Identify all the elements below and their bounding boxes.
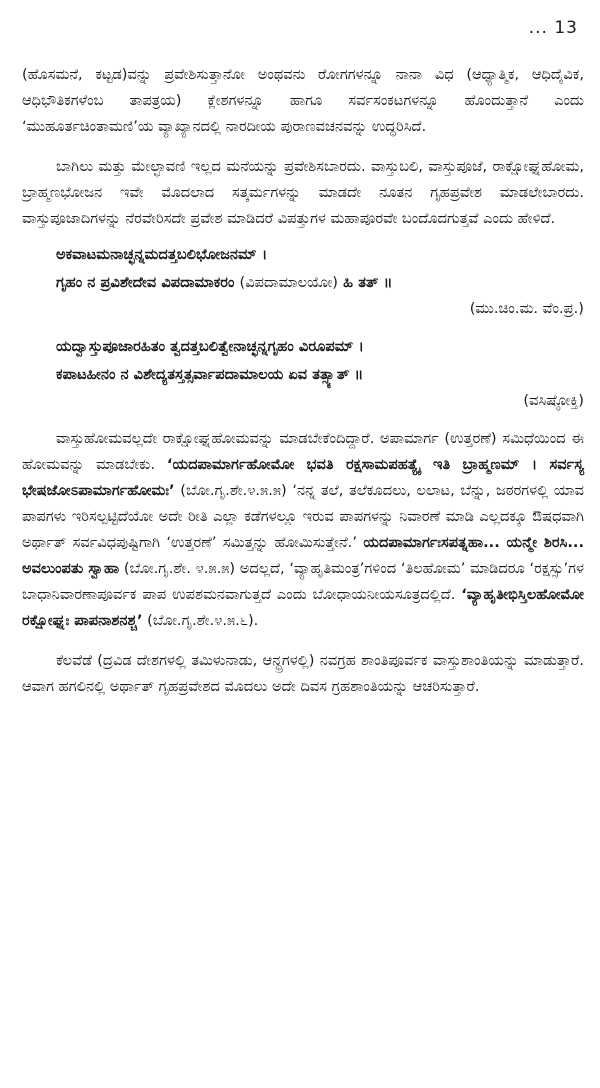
verse-block-1: [22, 242, 584, 322]
paragraph-3-quote-1: ‘ಯದಪಾಮಾರ್ಗಹೋಮೋ ಭವತಿ ರಕ್ಷಸಾಮಪಹತ್ಯೈ ಇತಿ ಬ್ರಾಹ್ಮಣಮ್ । ಸರ್ವಸ್ಯ ಭೇಷಜೋಽಪಾಮಾರ್ಗಹೋಮಃ’: [22, 456, 585, 499]
verse-2-line-2: ಕಪಾಟಹೀನಂ ನ ವಿಶೇದ್ಯತಸ್ತತ್ಸರ್ವಾಪದಾಮಾಲಯ ಏವ ತತ್ಸ್ಯಾತ್ ॥: [56, 366, 364, 383]
page-number: ... 13: [528, 18, 578, 38]
verse-2-line-1: ಯದ್ವಾಸ್ತುಪೂಜಾರಹಿತಂ ತ್ವದತ್ತಬಲಿತ್ವೇನಾಚ್ಛನ್ನಗೃಹಂ ವಿರೂಪಮ್ ।: [56, 338, 364, 355]
paragraph-2: ಬಾಗಿಲು ಮತ್ತು ಮೇಲ್ಛಾವಣಿ ಇಲ್ಲದ ಮನೆಯನ್ನು ಪ್ರವೇಶಿಸಬಾರದು. ವಾಸ್ತುಬಲಿ, ವಾಸ್ತುಪೂಜೆ, ರಾಕ್ಷೋಘ್ನಹೋಮ, ಬ್ರಾಹ್ಮಣಭೋಜನ ಇವೇ ಮೊದಲಾದ ಸತ್ಕರ್ಮಗಳನ್ನು ಮಾಡದೇ ನೂತನ ಗೃಹಪ್ರವೇಶ ಮಾಡಲೇಬಾರದು. ವಾಸ್ತುಪೂಜಾದಿಗಳನ್ನು ನೆರವೇರಿಸದೇ ಪ್ರವೇಶ ಮಾಡಿದರೆ ವಿಪತ್ತುಗಳ ಮಹಾಪೂರವೇ ಬಂದೊದಗುತ್ತವೆ ಎಂದು ಹೇಳಿದೆ.: [22, 158, 584, 227]
verse-2-source: (ವಸಿಷ್ಠೋಕ್ತಿ): [523, 392, 584, 409]
paragraph-1: (ಹೊಸಮನೆ, ಕಟ್ಟಡ)ವನ್ನು ಪ್ರವೇಶಿಸುತ್ತಾನೋ ಅಂಥವನು ರೋಗಗಳನ್ನೂ ನಾನಾ ವಿಧ (ಆಧ್ಯಾತ್ಮಿಕ, ಆಧಿದೈವಿಕ, ಆಧಿಭೌತಿಕಗಳೆಂಬ ತಾಪತ್ರಯ) ಕ್ಲೇಶಗಳನ್ನೂ ಹಾಗೂ ಸರ್ವಸಂಕಟಗಳನ್ನೂ ಹೊಂದುತ್ತಾನೆ ಎಂದು ‘ಮುಹೂರ್ತಚಿಂತಾಮಣಿ’ಯ ವ್ಯಾಖ್ಯಾನದಲ್ಲಿ ನಾರದೀಯ ಪುರಾಣವಚನವನ್ನು ಉದ್ಧರಿಸಿದೆ.: [22, 66, 584, 135]
paragraph-3-text-4: (ಬೋ.ಗೃ.ಶೇ.೪.೫.೬).: [142, 612, 259, 629]
verse-block-2: [22, 334, 584, 414]
verse-1-source: (ಮು.ಚಿಂ.ಮ. ವೆಂ.ಪ್ರ.): [469, 300, 584, 317]
paragraph-3-text-1: ವಾಸ್ತುಹೋಮವಲ್ಲದೇ ರಾಕ್ಷೋಘ್ನಹೋಮವನ್ನು ಮಾಡಬೇಕೆಂದಿದ್ದಾರೆ. ಅಪಾಮಾರ್ಗ (ಉತ್ತರಣೆ) ಸಮಿಧೆಯಿಂದ ಈ ಹೋಮವನ್ನು ಮಾಡಬೇಕು.: [22, 430, 584, 473]
verse-1-line-2: [22, 270, 584, 296]
paragraph-3-text-2: (ಬೋ.ಗೃ.ಶೇ.೪.೫.೫) ‘ನನ್ನ ತಲೆ, ತಲೆಕೂದಲು, ಲಲಾಟ, ಬೆನ್ನು, ಜಠರಗಳಲ್ಲಿ ಯಾವ ಪಾಪಗಳು ಇರಿಸಲ್ಪಟ್ಟಿದೆಯೋ ಅದೇ ರೀತಿ ಎಲ್ಲಾ ಕಡೆಗಳಲ್ಲೂ ಇರುವ ಪಾಪಗಳನ್ನು ನಿವಾರಣೆ ಮಾಡಿ ಎಲ್ಲದಕ್ಕೂ ಔಷಧವಾಗಿ ಅರ್ಥಾತ್ ಸರ್ವವಿಧಪುಷ್ಟಿಗಾಗಿ ‘ಉತ್ತರಣೆ’ ಸಮಿತ್ತನ್ನು ಹೋಮಿಸುತ್ತೇನೆ.’: [22, 482, 584, 551]
verse-1-line-1: ಅಕವಾಟಮನಾಚ್ಛನ್ನಮದತ್ತಬಲಿಭೋಜನಮ್ ।: [56, 246, 268, 263]
verse-1-line-2-main: ಗೃಹಂ ನ ಪ್ರವಿಶೇದೇವ ವಿಪದಾಮಾಕರಂ: [56, 274, 235, 291]
page-body: [22, 62, 584, 714]
verse-1-line-2-variant: (ವಿಪದಾಮಾಲಯೋ): [239, 274, 339, 291]
paragraph-3-quote-2: ಯದಪಾಮಾರ್ಗಃಸಪತ್ನಹಾ... ಯನ್ಮೇ ಶಿರಸಿ... ಅವಲುಂಪತು ಸ್ವಾಹಾ: [22, 534, 584, 577]
paragraph-3: [22, 426, 584, 634]
verse-1-line-2-end: ಹಿ ತತ್ ॥: [343, 274, 393, 291]
paragraph-3-quote-3: ‘ವ್ಯಾಹೃತೀಭಿಸ್ತಿಲಹೋಮೋ ರಕ್ಷೋಘ್ನಃ ಪಾಪನಾಶನಶ್ಚ’: [22, 586, 584, 629]
paragraph-3-text-3: (ಬೋ.ಗೃ.ಶೇ. ೪.೫.೫) ಅದಲ್ಲದೆ, ‘ವ್ಯಾಹೃತಿಮಂತ್ರ’ಗಳಿಂದ ‘ತಿಲಹೋಮ’ ಮಾಡಿದರೂ ‘ರಕ್ಷಸ್ಸು’ಗಳ ಬಾಧಾನಿವಾರಣಾಪೂರ್ವಕ ಪಾಪ ಉಪಶಮನವಾಗುತ್ತದೆ ಎಂದು ಬೋಧಾಯನೀಯಸೂತ್ರದಲ್ಲಿದೆ.: [22, 560, 584, 603]
paragraph-4: ಕೆಲವೆಡೆ (ದ್ರವಿಡ ದೇಶಗಳಲ್ಲಿ ತಮಿಳುನಾಡು, ಆನ್ಧ್ರಗಳಲ್ಲಿ) ನವಗ್ರಹ ಶಾಂತಿಪೂರ್ವಕ ವಾಸ್ತುಶಾಂತಿಯನ್ನು ಮಾಡುತ್ತಾರೆ. ಆವಾಗ ಹಗಲಿನಲ್ಲಿ ಅರ್ಥಾತ್ ಗೃಹಪ್ರವೇಶದ ಮೊದಲು ಅದೇ ದಿವಸ ಗ್ರಹಶಾಂತಿಯನ್ನು ಆಚರಿಸುತ್ತಾರೆ.: [22, 652, 584, 695]
